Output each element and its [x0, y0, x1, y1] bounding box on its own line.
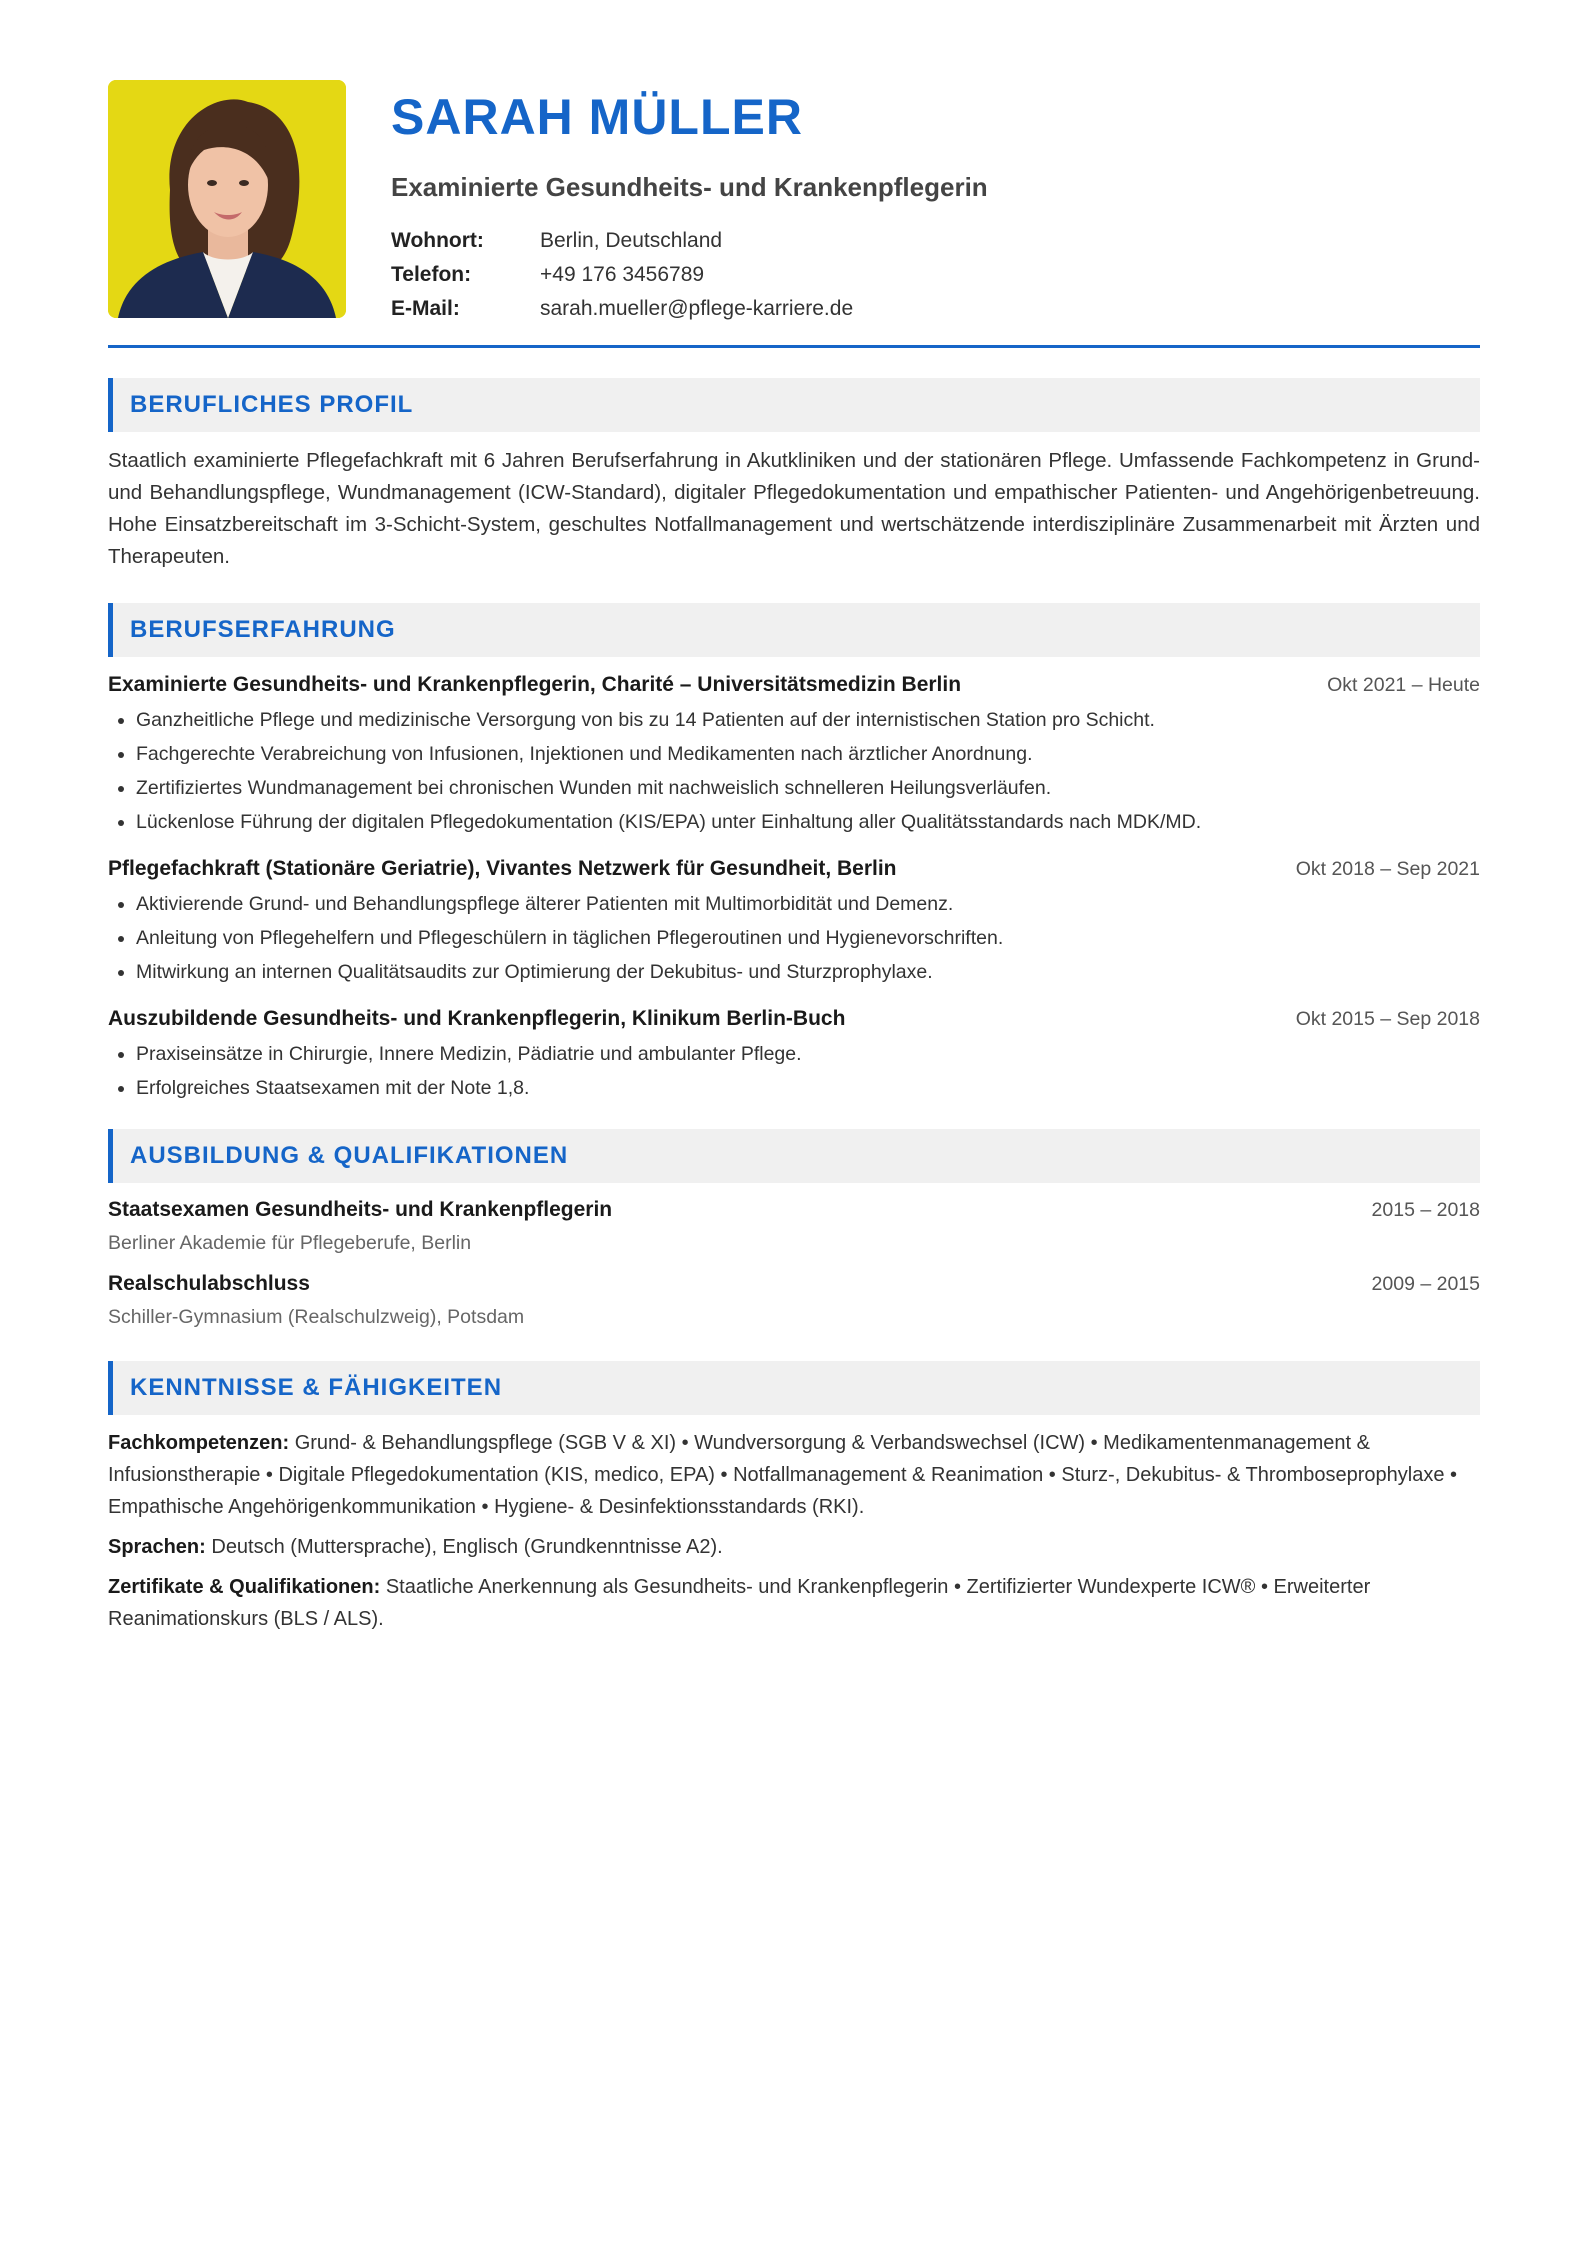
contact-label: E-Mail: — [391, 297, 460, 320]
section-heading-profile — [108, 378, 1480, 432]
contact-value: Berlin, Deutschland — [540, 229, 723, 252]
education-date: 2015 – 2018 — [1371, 1199, 1480, 1221]
skill-text: Grund- & Behandlungspflege (SGB V & XI) • Wundversorgung & Verbandswechsel (ICW) • Medikamentenmanagement & Infusionstherapie • Digitale Pflegedokumentation (KIS, medico, EPA) • Notfallmanagement & Reanimation • Sturz-, Dekubitus- & Thromboseprophylaxe • Empathische Angehörigenkommunikation • Hygiene- & Desinfektionsstandards (RKI). — [108, 1432, 1458, 1518]
experience-bullets — [108, 887, 1480, 989]
skill-paragraph-fachkompetenzen — [108, 1427, 1480, 1523]
contact-row-wohnort — [391, 224, 988, 258]
skills-list — [108, 1427, 1480, 1635]
bullet-item: • Ganzheitliche Pflege und medizinische Versorgung von bis zu 14 Patienten auf der internistischen Station pro Schicht. — [136, 703, 1480, 737]
candidate-name: SARAH MÜLLER — [391, 89, 803, 145]
contact-value: sarah.mueller@pflege-karriere.de — [540, 297, 854, 320]
section-heading-education — [108, 1129, 1480, 1183]
job-title-headline: Examinierte Gesundheits- und Krankenpflegerin — [391, 172, 988, 202]
education-title: Realschulabschluss — [108, 1272, 310, 1295]
portrait-illustration — [108, 80, 346, 318]
resume-header — [108, 80, 1480, 318]
experience-date: Okt 2018 – Sep 2021 — [1295, 858, 1480, 880]
contact-row-email — [391, 292, 988, 326]
skill-label: Fachkompetenzen: — [108, 1432, 290, 1454]
profile-summary: Staatlich examinierte Pflegefachkraft mit 6 Jahren Berufserfahrung in Akutkliniken und der stationären Pflege. Umfassende Fachkompetenz in Grund- und Behandlungspflege, Wundmanagement (ICW-Standard), digitaler Pflegedokumentation und empathischer Patienten- und Angehörigenbetreuung. Hohe Einsatzbereitschaft im 3-Schicht-System, geschultes Notfallmanagement und wertschätzende interdisziplinäre Zusammenarbeit mit Ärzten und Therapeuten. — [108, 449, 1480, 568]
education-institution: Schiller-Gymnasium (Realschulzweig), Potsdam — [108, 1306, 525, 1328]
skill-label: Sprachen: — [108, 1536, 206, 1558]
bullet-item: • Mitwirkung an internen Qualitätsaudits zur Optimierung der Dekubitus- und Sturzprophylaxe. — [136, 955, 1480, 989]
bullet-item: • Fachgerechte Verabreichung von Infusionen, Injektionen und Medikamenten nach ärztlicher Anordnung. — [136, 737, 1480, 771]
experience-date: Okt 2015 – Sep 2018 — [1295, 1008, 1480, 1030]
profile-photo — [108, 80, 346, 318]
education-title: Staatsexamen Gesundheits- und Krankenpflegerin — [108, 1198, 613, 1221]
experience-bullets — [108, 1037, 1480, 1105]
section-heading-text: BERUFSERFAHRUNG — [130, 616, 396, 643]
skill-text: Deutsch (Muttersprache), Englisch (Grundkenntnisse A2). — [205, 1536, 723, 1558]
experience-title: Pflegefachkraft (Stationäre Geriatrie), Vivantes Netzwerk für Gesundheit, Berlin — [108, 857, 897, 880]
education-list — [108, 1193, 1480, 1333]
section-heading-text: KENNTNISSE & FÄHIGKEITEN — [130, 1374, 503, 1401]
section-heading-text: BERUFLICHES PROFIL — [130, 391, 414, 418]
bullet-item: • Anleitung von Pflegehelfern und Pflegeschülern in täglichen Pflegeroutinen und Hygienevorschriften. — [136, 921, 1480, 955]
skill-label: Zertifikate & Qualifikationen: — [108, 1576, 381, 1598]
contact-label: Telefon: — [391, 263, 472, 286]
experience-entry — [108, 853, 1480, 989]
experience-entry — [108, 1003, 1480, 1105]
section-heading-text: AUSBILDUNG & QUALIFIKATIONEN — [130, 1142, 569, 1169]
bullet-item: • Lückenlose Führung der digitalen Pflegedokumentation (KIS/EPA) unter Einhaltung aller Qualitätsstandards nach MDK/MD. — [136, 805, 1480, 839]
bullet-item: • Zertifiziertes Wundmanagement bei chronischen Wunden mit nachweislich schnelleren Heilungsverläufen. — [136, 771, 1480, 805]
bullet-item: • Erfolgreiches Staatsexamen mit der Note 1,8. — [136, 1071, 1480, 1105]
header-divider — [108, 345, 1480, 348]
header-info — [391, 80, 988, 326]
experience-bullets — [108, 703, 1480, 839]
skill-paragraph-zertifikate — [108, 1571, 1480, 1635]
experience-entry — [108, 669, 1480, 839]
bullet-item: • Aktivierende Grund- und Behandlungspflege älterer Patienten mit Multimorbidität und Demenz. — [136, 887, 1480, 921]
skill-paragraph-sprachen — [108, 1531, 1480, 1563]
education-date: 2009 – 2015 — [1371, 1273, 1480, 1295]
experience-date: Okt 2021 – Heute — [1327, 674, 1480, 696]
bullet-item: • Praxiseinsätze in Chirurgie, Innere Medizin, Pädiatrie und ambulanter Pflege. — [136, 1037, 1480, 1071]
education-institution: Berliner Akademie für Pflegeberufe, Berlin — [108, 1232, 472, 1254]
contact-details — [391, 224, 988, 326]
experience-list — [108, 669, 1480, 1105]
education-entry — [108, 1193, 1480, 1259]
section-heading-experience — [108, 603, 1480, 657]
section-heading-skills — [108, 1361, 1480, 1415]
experience-title: Auszubildende Gesundheits- und Krankenpflegerin, Klinikum Berlin-Buch — [108, 1007, 846, 1030]
experience-title: Examinierte Gesundheits- und Krankenpflegerin, Charité – Universitätsmedizin Berlin — [108, 673, 962, 696]
contact-label: Wohnort: — [391, 229, 484, 252]
skill-text: Staatliche Anerkennung als Gesundheits- und Krankenpflegerin • Zertifizierter Wundexperte ICW® • Erweiterter Reanimationskurs (BLS / ALS). — [108, 1576, 1371, 1630]
education-entry — [108, 1267, 1480, 1333]
contact-row-telefon — [391, 258, 988, 292]
contact-value: +49 176 3456789 — [540, 263, 705, 286]
